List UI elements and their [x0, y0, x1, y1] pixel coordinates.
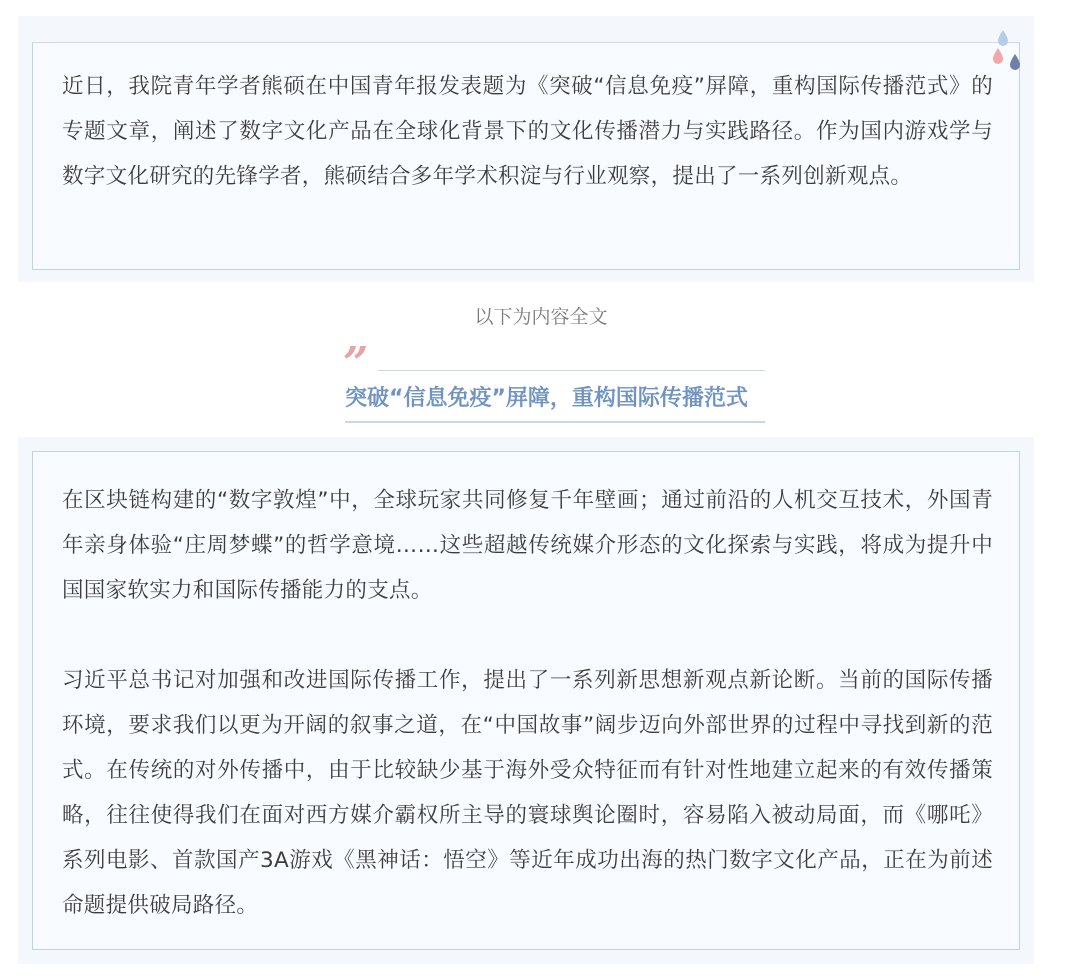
article-box	[32, 451, 1020, 950]
raindrops-decoration-icon	[992, 26, 1026, 74]
article-title: 突破“信息免疫”屏障，重构国际传播范式	[345, 386, 748, 411]
article-paragraph-1: 在区块链构建的“数字敦煌”中，全球玩家共同修复千年壁画；通过前沿的人机交互技术，外国青年亲身体验“庄周梦蝶”的哲学意境……这些超越传统媒介形态的文化探索与实践，将成为提升中国国家软实力和国际传播能力的支点。	[62, 488, 993, 603]
intro-paragraph: 近日，我院青年学者熊硕在中国青年报发表题为《突破“信息免疫”屏障，重构国际传播范式》的专题文章，阐述了数字文化产品在全球化背景下的文化传播潜力与实践路径。作为国内游戏学与数字文化研究的先锋学者，熊硕结合多年学术积淀与行业观察，提出了一系列创新观点。	[62, 74, 993, 189]
title-top-divider	[378, 370, 765, 371]
fulltext-label: 以下为内容全文	[474, 306, 608, 328]
title-underline	[345, 421, 765, 423]
quote-mark-icon: ”	[343, 338, 369, 389]
intro-panel	[18, 16, 1034, 282]
article-panel	[18, 437, 1034, 964]
article-paragraph-2: 习近平总书记对加强和改进国际传播工作，提出了一系列新思想新观点新论断。当前的国际传播环境，要求我们以更为开阔的叙事之道，在“中国故事”阔步迈向外部世界的过程中寻找到新的范式。在传统的对外传播中，由于比较缺少基于海外受众特征而有针对性地建立起来的有效传播策略，往往使得我们在面对西方媒介霸权所主导的寰球舆论圈时，容易陷入被动局面，而《哪吒》系列电影、首款国产3A游戏《黑神话：悟空》等近年成功出海的热门数字文化产品，正在为前述命题提供破局路径。	[62, 668, 993, 918]
intro-box	[32, 42, 1020, 270]
